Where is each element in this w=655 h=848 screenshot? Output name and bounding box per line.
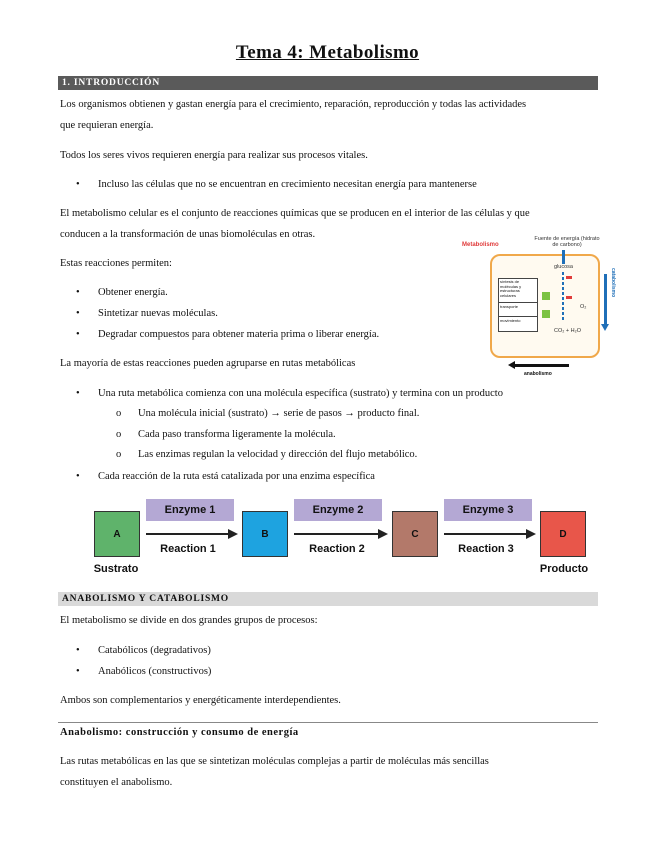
work-box: síntesis de moléculas y estructuras celulares transporte movimiento	[498, 278, 538, 332]
arrow-in	[562, 250, 565, 264]
catabolic-path	[562, 272, 564, 320]
enzyme-2-label: Enzyme 2	[294, 499, 382, 521]
o2-label: O₂	[580, 304, 587, 310]
anabolism-arrow	[514, 364, 569, 367]
list-item: • Incluso las células que no se encuentran en crecimiento necesitan energía para mantenerse	[76, 179, 477, 190]
energy-source-label: Fuente de energía (hidrato de carbono)	[534, 236, 600, 248]
reaction-arrow-1	[146, 533, 230, 535]
sub-list-item: o Cada paso transforma ligeramente la molécula.	[116, 429, 336, 440]
metabolism-figure	[462, 234, 632, 380]
divider	[58, 722, 598, 723]
node-d: D	[540, 511, 586, 557]
figure-title: Metabolismo	[462, 242, 499, 248]
node-b: B	[242, 511, 288, 557]
paragraph: Ambos son complementarios y energéticamente interdependientes.	[60, 695, 341, 706]
list-item: • Sintetizar nuevas moléculas.	[76, 308, 218, 319]
glucose-label: glucosa	[554, 264, 573, 270]
reaction-mark	[566, 276, 572, 279]
subsection-heading: Anabolismo: construcción y consumo de energía	[60, 727, 299, 738]
reaction-2-label: Reaction 2	[309, 543, 365, 555]
list-item: • Obtener energía.	[76, 287, 168, 298]
node-a: A	[94, 511, 140, 557]
arrow-head	[508, 361, 515, 369]
section-heading-anabolismo-catabolismo: ANABOLISMO Y CATABOLISMO	[58, 592, 598, 606]
arrow-head	[228, 529, 238, 539]
atp-mark	[542, 310, 550, 318]
list-item: • Degradar compuestos para obtener materia prima o liberar energía.	[76, 329, 380, 340]
paragraph: Estas reacciones permiten:	[60, 258, 172, 269]
sub-list-item: o Las enzimas regulan la velocidad y dirección del flujo metabólico.	[116, 449, 418, 460]
paragraph: La mayoría de estas reacciones pueden agruparse en rutas metabólicas	[60, 358, 356, 369]
paragraph: Los organismos obtienen y gastan energía para el crecimiento, reparación, reproducción y todas las actividades que requieran energía.	[60, 99, 527, 131]
sub-list-item: o Una molécula inicial (sustrato) → serie de pasos → producto final.	[116, 408, 420, 419]
product-label: Producto	[539, 563, 589, 575]
reaction-arrow-3	[444, 533, 528, 535]
section-heading-introduccion: 1. INTRODUCCIÓN	[58, 76, 598, 90]
paragraph: Todos los seres vivos requieren energía para realizar sus procesos vitales.	[60, 150, 368, 161]
enzyme-3-label: Enzyme 3	[444, 499, 532, 521]
atp-mark	[542, 292, 550, 300]
substrate-label: Sustrato	[93, 563, 139, 575]
reaction-1-label: Reaction 1	[160, 543, 216, 555]
list-item: • Catabólicos (degradativos)	[76, 645, 211, 656]
reaction-mark	[566, 296, 572, 299]
catabolism-label: catabolismo	[610, 268, 616, 298]
arrow-head	[601, 324, 609, 331]
arrow-head	[378, 529, 388, 539]
list-item: • Una ruta metabólica comienza con una molécula específica (sustrato) y termina con un producto	[76, 388, 503, 399]
paragraph: El metabolismo celular es el conjunto de reacciones químicas que se producen en el interior de las células y que conducen a la transformación de unas biomoléculas en otras.	[60, 208, 530, 240]
pathway-diagram	[86, 495, 596, 580]
page-title: Tema 4: Metabolismo	[235, 42, 420, 63]
reaction-3-label: Reaction 3	[458, 543, 514, 555]
paragraph: Las rutas metabólicas en las que se sintetizan moléculas complejas a partir de moléculas más sencillas constituyen el anabolismo.	[60, 756, 489, 788]
arrow-head	[526, 529, 536, 539]
enzyme-1-label: Enzyme 1	[146, 499, 234, 521]
node-c: C	[392, 511, 438, 557]
list-item: • Cada reacción de la ruta está catalizada por una enzima específica	[76, 471, 375, 482]
anabolism-label: anabolismo	[524, 371, 552, 377]
products-label: CO₂ + H₂O	[554, 328, 582, 334]
reaction-arrow-2	[294, 533, 380, 535]
list-item: • Anabólicos (constructivos)	[76, 666, 212, 677]
catabolism-arrow	[604, 274, 607, 324]
paragraph: El metabolismo se divide en dos grandes grupos de procesos:	[60, 615, 318, 626]
